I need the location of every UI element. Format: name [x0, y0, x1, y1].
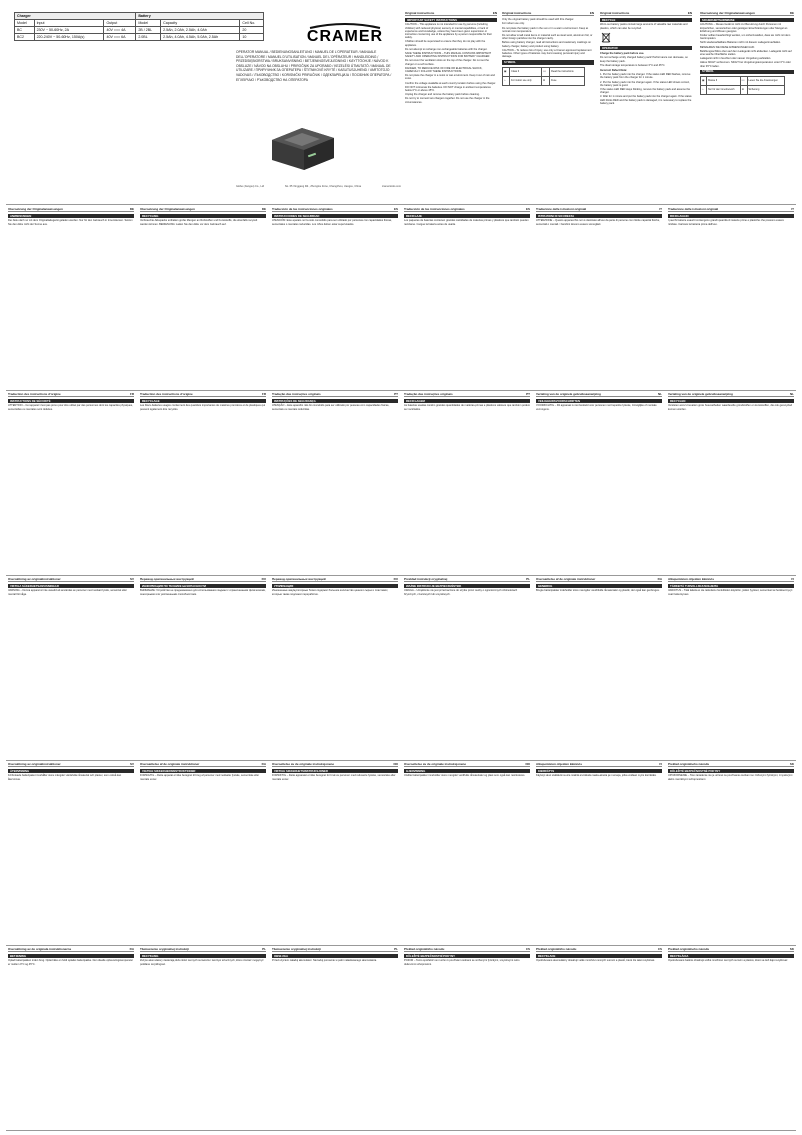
paragraph: BEWAHREN SIE DIESE ANWEISUNGEN AUF.	[700, 45, 755, 49]
spec-table	[14, 12, 264, 41]
column-code: CS	[525, 948, 530, 951]
paragraph: VOORZICHTIG – Dit apparaat is niet bedoeld voor personen met beperkte fysieke, zintuiglijke of mentale vermogens.	[536, 404, 657, 411]
spec-cell: 10	[240, 34, 264, 41]
translation-column	[668, 393, 794, 573]
paragraph: For indoor use only.	[502, 22, 525, 26]
paragraph: ВНИМАНИЕ: Устройство не предназначено для использования людьми с ограниченными физическими, сенсорными или умственными способностями.	[140, 589, 266, 596]
paragraph: DO NOT incinerate the batteries. DO NOT charge in ambient temperatures below 0°C or above 45°C.	[405, 85, 491, 93]
spec-subheader: Output	[104, 20, 136, 27]
spec-cell: 2.5Ah, 4.0Ah, 4.5Ah, 5.0Ah, 2.5Ah	[161, 34, 240, 41]
column-title: Traducción de las instrucciones originales	[404, 208, 465, 211]
paragraph: Confirm the voltage available at each country location before using the charger.	[405, 81, 496, 85]
row-divider	[6, 945, 796, 946]
translation-column	[140, 948, 266, 1128]
paragraph: DANGER, TO REDUCE RISK OF FIRE OR ELECTRICAL SHOCK, CAREFULLY FOLLOW THESE INSTRUCTIONS.	[405, 66, 483, 74]
row-divider	[6, 390, 796, 391]
paragraph: Only the original battery pack should be used with this charger.	[502, 18, 575, 22]
paragraph: Do not place the battery pack in the sun or in a warm environment. Keep at normal room temperature.	[502, 26, 589, 33]
spec-cell: 220-240V ~ 50-60Hz, 150A(s)	[34, 34, 104, 41]
paragraph: Der Akku darf nur mit dem Originalladegerät geladen werden. Nur für den Gebrauch in Innenräumen. Setzen Sie den Akku nicht der Sonne aus.	[8, 219, 133, 226]
section-bar: WAŻNE INSTRUKCJE BEZPIECZEŃSTWA	[404, 584, 530, 588]
paragraph: Opotřebované akumulátory obsahují velké množství cenných surovin a plastů, které lze také recyklovat.	[536, 959, 655, 963]
translation-column	[272, 578, 398, 758]
column-title: Übersetzung der Originalanweisungen	[140, 208, 195, 211]
column-code: FI	[791, 578, 794, 581]
spec-subheader: Capacity	[161, 20, 240, 27]
section-bar: VIKTIGA SÄKERHETSANVISNINGAR	[8, 584, 134, 588]
column-code: PT	[394, 393, 398, 396]
translation-column	[272, 208, 398, 388]
translation-column	[668, 208, 794, 388]
column-title: Перевод оригинальных инструкций	[140, 578, 194, 581]
column-code: IT	[791, 208, 794, 211]
column-title: Oversættelse af de originale instruktioner	[536, 578, 596, 581]
column-code: SK	[789, 763, 794, 766]
symbol-table	[502, 67, 585, 86]
section-bar: RECYKLING	[140, 954, 266, 958]
column-code: DE	[789, 12, 794, 15]
paragraph: ATENCIÓN: Este aparato no ha sido concebido para ser utilizado por personas con capacidades físicas, sensoriales o mentales reducidas. Los niños deben estar supervisados.	[272, 219, 392, 226]
paragraph: CAUTION – To reduce risk of injury, use only a Cramer approved replacement batteries. Other types of batteries may burst causing personal injury and damage.	[502, 48, 592, 59]
translation-column	[668, 948, 794, 1128]
section-bar: RECYCLEN	[668, 399, 794, 403]
column-title: Alkuperäisten ohjeiden käännös	[668, 578, 715, 581]
column-title: Traducción de las instrucciones originales	[272, 208, 333, 211]
book-icon: 📖	[740, 77, 747, 86]
paragraph: Do not place the charger in a moist or wet environment. Keep it out of rain and snow.	[405, 74, 495, 81]
section-bar: OBSŁUGA	[272, 954, 398, 958]
row-divider	[6, 760, 796, 761]
column-title: Перевод оригинальных инструкций	[272, 578, 326, 581]
column-title: Przekład instrukcji oryginalnej	[404, 578, 448, 581]
column-code: EN	[589, 12, 594, 15]
section-bar: RECICLAJE	[404, 214, 530, 218]
column-code: PL	[262, 948, 266, 951]
class-ii-icon: ▣	[503, 67, 510, 76]
column-title: Preklad originálneho návodu	[668, 763, 710, 766]
paragraph: Opotrebované batérie obsahujú veľké množstvo cenných surovín a plastov, ktoré sa tiež dajú recyklovať.	[668, 959, 789, 963]
section-bar: RECYCLE	[600, 18, 692, 22]
paragraph: Do not try to connect two chargers together. Do not use the charger in the circumstances.	[405, 97, 490, 104]
translation-column	[140, 578, 266, 758]
column-title: Tradução das instruções originais	[272, 393, 321, 396]
translation-column	[140, 208, 266, 388]
paragraph: VARNING – Denna apparat är inte avsedd att användas av personer med nedsatt fysisk, sensorisk eller mental förmåga.	[8, 589, 127, 596]
column-title: Tłumaczenie oryginalnej instrukcji	[272, 948, 322, 951]
paragraph: Unplug the charger and remove the battery pack before cleaning.	[405, 93, 480, 97]
spec-subheader: Model	[136, 20, 161, 27]
row-divider	[6, 575, 796, 576]
column-code: SV	[129, 578, 134, 581]
translation-column	[8, 208, 134, 388]
section-bar: INSTRUÇÕES DE SEGURANÇA	[272, 399, 398, 403]
recycle-bin-icon	[600, 31, 612, 43]
translation-column	[536, 578, 662, 758]
section-bar: RECYCLAGE	[140, 399, 266, 403]
symbol-label: Klasse II	[707, 77, 741, 86]
paragraph: Utslitte batteripakker inneholder store mengder verdifulle råmaterialer og plast som også kan resirkuleres.	[404, 774, 526, 778]
paragraph: POZOR – Tento spotřebič není určen k používání osobami se sníženými fyzickými, smyslovými nebo duševními schopnostmi.	[404, 959, 520, 966]
translation-column	[272, 393, 398, 573]
logo-swoosh-icon	[290, 22, 400, 44]
section-bar: RECICLAGEM	[404, 399, 530, 403]
paragraph: Kinder sollten beaufsichtigt werden, um sicherzustellen, dass sie nicht mit dem Gerät spielen.	[700, 34, 791, 41]
paragraph: VAROITUS – Tätä laitetta ei ole tarkoitettu henkilöiden käyttöön, joiden fyysiset, sensoriset tai henkiset kyvyt ovat heikentyneet.	[668, 589, 793, 596]
column-en-1	[405, 12, 497, 202]
section-bar: RECYKLACE	[536, 954, 662, 958]
paragraph: I pacchi batterie esauriti contengono grandi quantità di materie prime e plastiche che possono essere riciclate. Caricare la batteria prima dell'uso.	[668, 219, 784, 226]
column-title: Překlad originálního návodu	[536, 948, 577, 951]
column-title: Oversettelse av de originale instruksjonene	[272, 763, 335, 766]
translation-column	[536, 393, 662, 573]
paragraph: ATENÇÃO – Este aparelho não foi concebido para ser utilizado por pessoas com capacidades físicas, sensoriais ou mentais reduzidas.	[272, 404, 390, 411]
house-icon: ⌂	[701, 86, 707, 95]
spec-header-charger: Charger	[15, 13, 136, 20]
column-code: DA	[657, 578, 662, 581]
paragraph: Изношенные аккумуляторные блоки содержат большое количество ценного сырья и пластмасс, которые также подлежат переработке.	[272, 589, 389, 596]
translation-column	[404, 393, 530, 573]
spec-cell: 20	[240, 27, 264, 34]
section-bar: SYMBOL	[502, 60, 594, 64]
section-bar: TÄRKEITÄ TURVALLISUUSOHJEITA	[668, 584, 794, 588]
column-code: DE	[129, 208, 134, 211]
section-bar: INSTRUCTIONS DE SÉCURITÉ	[8, 399, 134, 403]
column-code: NO	[525, 763, 530, 766]
spec-header-battery: Battery	[136, 13, 264, 20]
column-en-3	[600, 12, 692, 202]
column-title: Překlad originálního návodu	[404, 948, 445, 951]
spec-row	[15, 34, 264, 41]
paragraph: Do not attempt to recharge non-rechargeable batteries with the charger.	[405, 47, 488, 51]
translation-column	[8, 578, 134, 758]
paragraph: Ladegerät nicht in feuchter oder nasser Umgebung aufstellen.	[700, 57, 772, 61]
column-title: Preklad originálneho návodu	[668, 948, 710, 951]
paragraph: Do not allow small metal items or material such as steel wool, aluminum foil, or other foreign particles into the charger cavity.	[502, 34, 593, 41]
paragraph: Förbrukade batteripaket innehåller stora mängder värdefulla råmaterial och plaster, som också kan återvinnas.	[8, 774, 122, 781]
cramer-logo	[290, 22, 400, 44]
spec-cell: 2B / 2BL	[136, 27, 161, 34]
spec-cell: 40V === 6A	[104, 34, 136, 41]
column-title: Oversættelse af de originale instruktioner	[140, 763, 200, 766]
spec-cell: 2.0BL	[136, 34, 161, 41]
column-code: FR	[262, 393, 266, 396]
paragraph: Do not cover the ventilation slots on the top of the charger. Do not set the charger on a soft surface.	[405, 59, 489, 66]
company-website: cramertools.com	[381, 185, 401, 188]
paragraph: ATTENZIONE – Questo apparecchio non è destinato all'uso da parte di persone con ridotte capacità fisiche, sensoriali o mentali. I bambini devono essere sorvegliati.	[536, 219, 660, 226]
paragraph: FORSIKTIG – Dette apparatet er ikke beregnet for bruk av personer med reduserte fysiske, sensoriske eller mentale evner.	[272, 774, 396, 781]
subheading: Incorrect Defect Note:	[600, 69, 628, 73]
column-title: Übersetzung der Originalanweisungen	[700, 12, 755, 15]
section-bar: VEILIGHEIDSVOORSCHRIFTEN	[536, 399, 662, 403]
spec-subheader: Cell No.	[240, 20, 264, 27]
language-titles: OPERATOR MANUAL / BEDIENUNGSANLEITUNG / MANUEL DE L'OPERATEUR / MANUALE DELL'OPERATORE / MANUEL D'UTILISATION / MANUEL DE L'OPÉRATEUR / HANDLEIDING / PRZEDSIĘBIORSTWA / BRUKSANVISNING / BETJENINGSVEJLEDNING / KÄYTTÖOHJE / NÁVOD K OBSLUZE / NÁVOD NA OBSLUHU / PRIROČNIK ZA UPORABO / KEZELÉSI ÚTMUTATÓ / MANUAL DE UTILIZARE / ПРИРУЧНИК ЗА ОПЕРАТЕРА / ŠTITNIKOVÉ KRYTÉ / KASUTUSJUHEND / VARTOTOJO VADOVAS / ЛЪКОВОДСТВО / KORISNIČKI PRIRUČNIK / ОДЕКЛАРЕЦИЈА / ПОСІБНИК ОПЕРАТОРА / ΕΓΧΕΙΡΙΔΙΟ / РЪКОВОДСТВО НА ОПЕРАТОРА	[236, 50, 392, 82]
section-bar: BETJENING	[8, 954, 134, 958]
column-code: RU	[393, 578, 398, 581]
section-bar: SICHERHEITSHINWEISE	[700, 18, 794, 22]
spec-row	[15, 27, 264, 34]
company-address: No. 65 Xinggang Rd., Zhonglou Zone, Changzhou, Jiangsu, China	[284, 185, 362, 188]
column-title: Alkuperäisten ohjeiden käännös	[536, 763, 583, 766]
section-bar: OPERATOR	[600, 46, 692, 50]
paragraph: Zużyte akumulatory zawierają duże ilości cennych surowców i tworzyw sztucznych, które również mogą być poddane recyklingowi.	[140, 959, 264, 966]
paragraph: Children should be supervised to ensure that they do not play with the appliance.	[405, 40, 486, 47]
paragraph: Los paquetes de baterías contienen grandes cantidades de materias primas y plásticos que también pueden reciclarse. Cargue la batería antes de usarla.	[404, 219, 529, 226]
paragraph: CAUTION – This appliance is not intended for use by persons (including children) with reduced physical, sensory or mental capabilities, or lack of experience and knowledge, unless they have been given supervision or instruction concerning use of the appliance by a person responsible for their safety.	[405, 23, 492, 40]
paragraph: Oplad batteripakken inden brug. Oplad ikke en fuldt opladet batteripakke. Den ideelle opbevaringstemperatur er mellem 0°C og 45°C.	[8, 959, 134, 966]
column-title: Översättning av originalinstruktioner	[8, 578, 61, 581]
column-code: DE	[261, 208, 266, 211]
symbol-label: Lesen Sie die Anweisungen	[747, 77, 784, 86]
paragraph: 1. Put the battery pack into the charger. If the status LED RED flashes, remove the battery pack from the charger for 1 minute.	[600, 73, 691, 80]
paragraph: ACHTUNG – Dieses Gerät ist nicht zur Benutzung durch Personen mit körperlichen, sensorischen oder geistigen Einschränkungen oder Mangel an Erfahrung und Wissen geeignet.	[700, 23, 788, 33]
column-code: ES	[393, 208, 398, 211]
translation-column	[536, 208, 662, 388]
section-bar: IMPORTANT SAFETY INSTRUCTIONS	[405, 18, 497, 22]
section-bar: GENBRUG	[536, 584, 662, 588]
translation-column	[668, 763, 794, 943]
paragraph: 3. Wait for 1 minute and put the battery pack into the charger again. If the status LED blinks RED and the battery pack is damaged, it is necessary to replace the battery pack.	[600, 95, 692, 105]
paragraph: UPOZORNENIE – Toto zariadenie nie je určené na používanie osobami so zníženými fyzickými, zmyslovými alebo mentálnymi schopnosťami.	[668, 774, 793, 781]
translation-column	[404, 763, 530, 943]
row-divider	[6, 1130, 796, 1131]
column-code: PT	[526, 393, 530, 396]
column-title: Traduzione delle istruzioni originali	[668, 208, 719, 211]
paragraph: As baterias usadas contêm grandes quantidades de matérias-primas e plásticos valiosos que também podem ser reciclados.	[404, 404, 530, 411]
column-code: SK	[789, 948, 794, 951]
column-code: NL	[790, 393, 794, 396]
row-divider	[6, 204, 796, 205]
column-title: Original instructions	[502, 12, 532, 15]
translation-column	[272, 948, 398, 1128]
section-bar: ИНФОРМАЦИЯ ПО ТЕХНИКЕ БЕЗОПАСНОСТИ	[140, 584, 266, 588]
symbol-label: Nur für den Innenbereich	[707, 86, 741, 95]
translation-column	[272, 763, 398, 943]
symbol-label: Fuse	[550, 76, 585, 85]
paragraph: Nicht wiederaufladbare Batterien nicht mit diesem Ladegerät aufladen.	[700, 41, 781, 45]
column-code: DA	[129, 948, 134, 951]
spec-cell: 40V === 4A	[104, 27, 136, 34]
translation-column	[140, 393, 266, 573]
column-code: NO	[393, 763, 398, 766]
paragraph: If the status LED RED stays blinking, remove the battery pack and assume the charger.	[600, 88, 691, 95]
section-bar: SYMBOL	[700, 70, 794, 74]
translation-column	[8, 763, 134, 943]
paragraph: SAVE THESE INSTRUCTIONS – THIS MANUAL CONTAINS IMPORTANT SAFETY AND OPERATING INSTRUCTIONS FOR BATTERY CHARGER.	[405, 52, 492, 59]
column-code: IT	[659, 208, 662, 211]
charger-image-icon	[262, 110, 342, 178]
column-title: Original instructions	[600, 12, 630, 15]
symbol-label: For indoor use only	[510, 76, 542, 85]
column-title: Översättning av de originala instruktionerna	[8, 948, 72, 951]
paragraph: FORSIGTIG – Dette apparat er ikke beregnet til brug af personer med nedsatte fysiske, sensoriske eller mentale evner.	[140, 774, 260, 781]
spec-cell: 2.5Ah, 2.0Ah, 2.5Ah, 4.0Ah	[161, 27, 240, 34]
symbol-label: Read the instructions	[550, 67, 585, 76]
paragraph: Verbrauchte Akkupacks enthalten große Mengen an Rohstoffen und Kunststoffe, die ebenfalls recycelt werden können. BEDIENUNG: Laden Sie den Akku vor dem Gebrauch auf.	[140, 219, 258, 226]
fuse-icon: ⊟	[542, 76, 550, 85]
column-title: Traduction des instructions d'origine	[140, 393, 193, 396]
column-title: Vertaling van de originele gebruiksaanwijzing	[536, 393, 601, 396]
section-bar: DŮLEŽITÉ BEZPEČNOSTNÍ POKYNY	[404, 954, 530, 958]
paragraph: Akkus NICHT verbrennen. NICHT bei Umgebungstemperaturen unter 0°C oder über 45°C laden.	[700, 61, 791, 68]
column-code: PL	[394, 948, 398, 951]
column-de-1	[700, 12, 794, 202]
column-title: Tradução das instruções originais	[404, 393, 453, 396]
paragraph: 2. Put the battery pack into the charger again. If the status LED shows correct, the battery pack is good.	[600, 80, 690, 87]
column-code: DA	[261, 763, 266, 766]
section-bar: VIKTIGE SIKKERHETSINSTRUKSJONER	[272, 769, 398, 773]
spec-cell: BC2	[15, 34, 35, 41]
column-en-2	[502, 12, 594, 202]
section-bar: GJENVINNING	[404, 769, 530, 773]
paragraph: ATTENTION – Cet appareil n'est pas prévu pour être utilisé par des personnes dont les capacités physiques, sensorielles ou mentales sont réduites.	[8, 404, 133, 411]
translation-column	[140, 763, 266, 943]
section-bar: ANWEISUNGEN	[8, 214, 134, 218]
book-icon: 📖	[542, 67, 550, 76]
column-code: SV	[129, 763, 134, 766]
column-code: PL	[526, 578, 530, 581]
column-title: Traduction des instructions d'origine	[8, 393, 61, 396]
section-bar: KIERRÄTYS	[536, 769, 662, 773]
column-title: Original instructions	[405, 12, 435, 15]
house-icon: ⌂	[503, 76, 510, 85]
translation-column	[668, 578, 794, 758]
symbol-label: Class II	[510, 67, 542, 76]
company-name: Globe (Jiangsu) Co., Ltd	[236, 185, 265, 188]
section-bar: УТИЛИЗАЦИЯ	[272, 584, 398, 588]
spec-cell: 230V ~ 50-60Hz, 2A	[34, 27, 104, 34]
translation-column	[8, 393, 134, 573]
column-code: RU	[261, 578, 266, 581]
translation-column	[536, 763, 662, 943]
column-code: FR	[130, 393, 134, 396]
section-bar: DÔLEŽITÉ BEZPEČNOSTNÉ POKYNY	[668, 769, 794, 773]
column-title: Översättning av originalinstruktioner	[8, 763, 61, 766]
paragraph: Versleten accu's bevatten grote hoeveelheden waardevolle grondstoffen en kunststoffen, die ook gerecycled kunnen worden.	[668, 404, 793, 411]
paragraph: UWAGA – Urządzenie nie jest przeznaczone do użytku przez osoby o ograniczonych zdolnościach fizycznych, czuciowych lub umysłowych.	[404, 589, 518, 596]
section-bar: VIGTIGE SIKKERHEDSINSTRUKTIONER	[140, 769, 266, 773]
column-title: Übersetzung der Originalanweisungen	[8, 208, 63, 211]
paragraph: Les blocs-batteries usagés contiennent des quantités importantes de matières premières et de plastiques qui peuvent également être recyclés.	[140, 404, 266, 411]
translation-column	[404, 948, 530, 1128]
symbol-table	[700, 76, 785, 95]
section-bar: INSTRUCCIONES DE SEGURIDAD	[272, 214, 398, 218]
column-code: CS	[657, 948, 662, 951]
paragraph: Do not recharge a fully charged battery pack! Performance can decrease, so keep the battery pack.	[600, 56, 688, 63]
spec-cell: BC	[15, 27, 35, 34]
column-code: EN	[492, 12, 497, 15]
company-info	[236, 185, 401, 188]
section-bar: RECYKLÁCIA	[668, 954, 794, 958]
column-title: Traduzione delle istruzioni originali	[536, 208, 587, 211]
logo-text: CRAMER	[306, 28, 384, 44]
section-bar: RECYCLING	[140, 214, 266, 218]
paragraph: Worn-out battery packs contain large amounts of valuable raw materials and plastics, which can also be recycled.	[600, 23, 688, 30]
symbol-label: Sicherung	[747, 86, 784, 95]
subheading: Charge the battery pack before use.	[600, 52, 645, 56]
column-code: NL	[658, 393, 662, 396]
column-title: Vertaling van de originele gebruiksaanwijzing	[668, 393, 733, 396]
translation-column	[536, 948, 662, 1128]
paragraph: Käytetyt akut sisältävät suuria määriä arvokkaita raaka-aineita ja muoveja, jotka voidaan myös kierrättää.	[536, 774, 657, 778]
section-bar: ISTRUZIONI DI SICUREZZA	[536, 214, 662, 218]
class-ii-icon: ▣	[701, 77, 707, 86]
fuse-icon: ⊟	[740, 86, 747, 95]
column-code: ES	[525, 208, 530, 211]
paragraph: The ideal storage temperature is between 0°C and 45°C.	[600, 63, 666, 67]
column-code: FI	[659, 763, 662, 766]
paragraph: Belüftungsschlitze oben auf dem Ladegerät nicht abdecken. Ladegerät nicht auf eine weiche Oberfläche stellen.	[700, 49, 792, 57]
translation-column	[404, 208, 530, 388]
paragraph: Brugte batteripakker indeholder store mængder værdifulde råmaterialer og plastik, der også kan genbruges.	[536, 589, 660, 593]
paragraph: Przed użyciem naładuj akumulator. Nie ładuj ponownie w pełni naładowanego akumulatora.	[272, 959, 377, 963]
column-title: Tłumaczenie oryginalnej instrukcji	[140, 948, 190, 951]
spec-subheader: Input	[34, 20, 104, 27]
section-bar: ÅTERVINNING	[8, 769, 134, 773]
spec-subheader: Model	[15, 20, 35, 27]
column-code: EN	[687, 12, 692, 15]
translation-column	[8, 948, 134, 1128]
paragraph: Before using battery charger, read all instructions and cautionary markings on battery charger, battery and product using battery.	[502, 41, 591, 48]
translation-column	[404, 578, 530, 758]
section-bar: RICICLAGGIO	[668, 214, 794, 218]
column-title: Oversettelse av de originale instruksjonene	[404, 763, 467, 766]
